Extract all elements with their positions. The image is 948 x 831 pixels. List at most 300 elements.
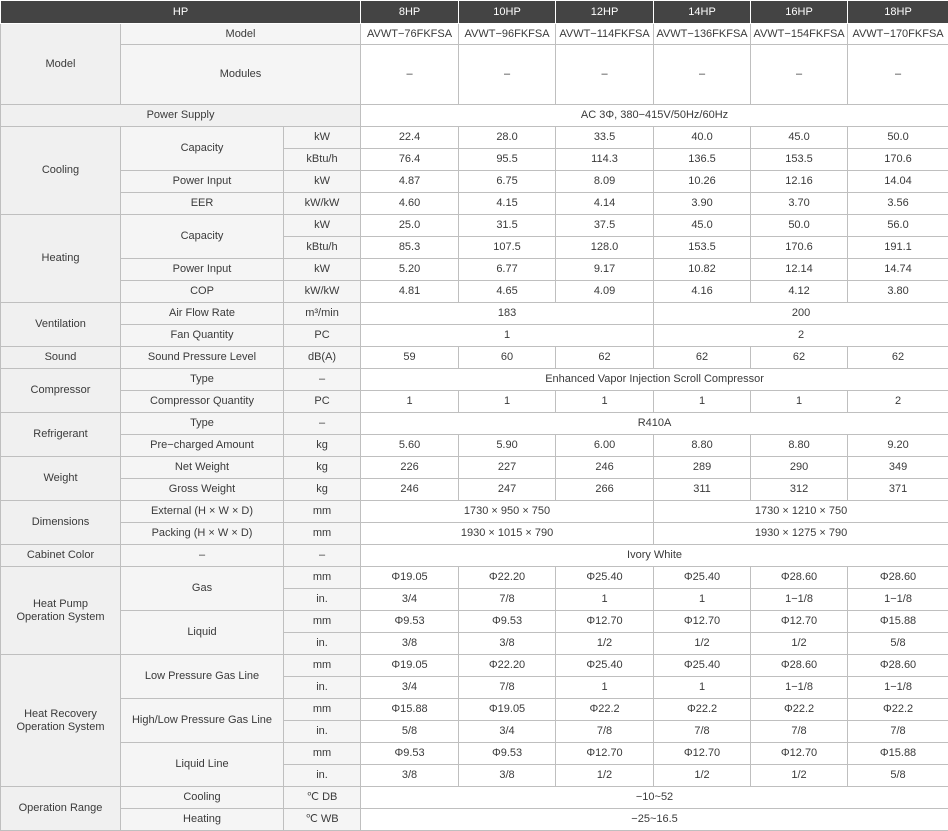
unit-cell [284, 633, 361, 655]
cell-text: kW [314, 131, 330, 144]
value-cell [556, 24, 654, 45]
value-cell [556, 589, 654, 611]
value-cell [556, 435, 654, 457]
unit-cell [284, 391, 361, 413]
cell-text: – [698, 68, 706, 81]
cell-text: – [795, 68, 803, 81]
value-cell [361, 193, 459, 215]
cell-text: 1−1/8 [785, 681, 813, 694]
cell-text: Φ12.70 [683, 615, 721, 628]
cell-text: 1 [698, 593, 706, 606]
cell-text: Cabinet Color [26, 549, 95, 562]
category-cell [1, 501, 121, 545]
unit-cell [284, 281, 361, 303]
value-cell [361, 611, 459, 633]
cell-text: Power Input [172, 175, 232, 188]
cell-text: 1930 × 1015 × 790 [460, 527, 554, 540]
cell-text: AC 3Φ, 380−415V/50Hz/60Hz [580, 109, 729, 122]
cell-text: Φ19.05 [391, 571, 428, 584]
cell-text: 8.09 [593, 175, 616, 188]
cell-text: 7/8 [890, 725, 906, 738]
value-cell [556, 45, 654, 105]
cell-text: Φ25.40 [683, 571, 721, 584]
value-cell [848, 259, 948, 281]
cell-text: 45.0 [788, 131, 810, 144]
unit-cell [284, 809, 361, 831]
cell-text: 5/8 [890, 637, 906, 650]
cell-text: Φ28.60 [780, 571, 818, 584]
cell-text: 5.90 [496, 439, 518, 452]
cell-text: Low Pressure Gas Line [144, 670, 260, 683]
cell-text: 1 [601, 395, 608, 408]
value-cell [361, 655, 459, 677]
value-cell [848, 193, 948, 215]
cell-text: in. [316, 725, 328, 738]
cell-text: 40.0 [691, 131, 713, 144]
cell-text: 1−1/8 [884, 681, 912, 694]
category-cell [1, 127, 121, 215]
cell-text: 6.77 [496, 263, 518, 276]
cell-text: Φ9.53 [394, 747, 425, 760]
value-cell [361, 677, 459, 699]
value-cell [361, 765, 459, 787]
value-cell [459, 215, 556, 237]
value-cell [848, 171, 948, 193]
value-cell [848, 45, 948, 105]
cell-text: Φ22.20 [488, 659, 526, 672]
cell-text: – [318, 417, 326, 430]
cell-text: 62 [891, 351, 905, 364]
value-cell [361, 457, 459, 479]
cell-text: kW/kW [304, 285, 340, 298]
value-cell [459, 127, 556, 149]
cell-text: 12.16 [785, 175, 813, 188]
item-label-cell [121, 435, 284, 457]
header-cell: 16HP [751, 1, 848, 24]
unit-cell [284, 479, 361, 501]
cell-text: Φ12.70 [683, 747, 721, 760]
cell-text: Gas [191, 582, 213, 595]
value-cell [654, 435, 751, 457]
header-cell: 10HP [459, 1, 556, 24]
value-cell [556, 127, 654, 149]
cell-text: kW/kW [304, 197, 340, 210]
value-cell [654, 171, 751, 193]
cell-text: 3/4 [499, 725, 515, 738]
value-cell [361, 369, 948, 391]
cell-text: 289 [692, 461, 712, 474]
cell-text: Power Input [172, 263, 232, 276]
cell-text: Φ22.2 [783, 703, 815, 716]
table-row [1, 369, 948, 391]
value-cell [654, 24, 751, 45]
value-cell [654, 677, 751, 699]
value-cell [459, 699, 556, 721]
item-label-cell [121, 545, 284, 567]
cell-text: mm [312, 747, 332, 760]
cell-text: Packing (H × W × D) [151, 527, 253, 540]
value-cell [459, 589, 556, 611]
cell-text: R410A [637, 417, 672, 430]
cell-text: Φ9.53 [491, 747, 523, 760]
item-label-cell [121, 501, 284, 523]
value-cell [361, 237, 459, 259]
item-label-cell [121, 699, 284, 743]
cell-text: 4.15 [496, 197, 518, 210]
cell-text: 60 [500, 351, 514, 364]
item-label-cell [121, 215, 284, 259]
cell-text: 12.14 [785, 263, 813, 276]
value-cell [361, 347, 459, 369]
cell-text: – [503, 68, 511, 81]
cell-text: 37.5 [593, 219, 616, 232]
value-cell [751, 589, 848, 611]
cell-text: 1 [406, 395, 413, 408]
cell-text: 1 [698, 395, 706, 408]
cell-text: 33.5 [593, 131, 616, 144]
table-row [1, 413, 948, 435]
value-cell [848, 765, 948, 787]
value-cell [751, 149, 848, 171]
unit-cell [284, 765, 361, 787]
cell-text: 3.80 [887, 285, 909, 298]
value-cell [848, 391, 948, 413]
value-cell [459, 655, 556, 677]
table-row [1, 347, 948, 369]
cell-text: PC [314, 395, 330, 408]
cell-text: Φ25.40 [586, 659, 623, 672]
table-row [1, 281, 948, 303]
value-cell [751, 24, 848, 45]
cell-text: 5/8 [401, 725, 418, 738]
item-label-cell [121, 457, 284, 479]
value-cell [654, 303, 948, 325]
cell-text: Φ22.2 [686, 703, 718, 716]
value-cell [654, 347, 751, 369]
value-cell [556, 633, 654, 655]
cell-text: Fan Quantity [170, 329, 234, 342]
cell-text: Φ15.88 [879, 747, 917, 760]
value-cell [654, 45, 751, 105]
cell-text: in. [316, 637, 328, 650]
table-row [1, 259, 948, 281]
value-cell [556, 193, 654, 215]
cell-text: 4.16 [691, 285, 713, 298]
value-cell [361, 105, 948, 127]
cell-text: Φ28.60 [879, 571, 917, 584]
cell-text: PC [314, 329, 330, 342]
cell-text: 4.81 [398, 285, 421, 298]
value-cell [848, 633, 948, 655]
cell-text: Capacity [180, 230, 224, 243]
unit-cell [284, 545, 361, 567]
item-label-cell [121, 369, 284, 391]
value-cell [361, 435, 459, 457]
value-cell [654, 215, 751, 237]
value-cell [459, 347, 556, 369]
unit-cell [284, 743, 361, 765]
cell-text: 28.0 [496, 131, 518, 144]
value-cell [361, 721, 459, 743]
cell-text: 1 [503, 395, 511, 408]
cell-text: – [601, 68, 608, 81]
cell-text: Cooling [41, 164, 80, 177]
cell-text: – [406, 68, 413, 81]
cell-text: 85.3 [398, 241, 421, 254]
cell-text: 3.90 [691, 197, 713, 210]
cell-text: Heating [183, 813, 221, 826]
item-label-cell [121, 127, 284, 171]
cell-text: 312 [789, 483, 809, 496]
cell-text: AVWT−76FKFSA [366, 27, 453, 40]
category-cell [1, 303, 121, 347]
cell-text: Φ12.70 [780, 747, 818, 760]
value-cell [654, 633, 751, 655]
item-label-cell [121, 24, 361, 45]
category-cell [1, 655, 121, 787]
value-cell [361, 501, 654, 523]
value-cell [654, 699, 751, 721]
value-cell [751, 611, 848, 633]
value-cell [556, 259, 654, 281]
cell-text: 128.0 [590, 241, 619, 254]
cell-text: 62 [598, 351, 611, 364]
table-row [1, 171, 948, 193]
value-cell [654, 721, 751, 743]
cell-text: dB(A) [307, 351, 337, 364]
cell-text: ℃ WB [305, 813, 339, 826]
value-cell [361, 743, 459, 765]
cell-text: 170.6 [785, 241, 813, 254]
cell-text: 14.04 [884, 175, 912, 188]
cell-text: 200 [791, 307, 811, 320]
cell-text: Modules [219, 68, 262, 81]
cell-text: 2 [797, 329, 805, 342]
value-cell [459, 633, 556, 655]
value-cell [459, 677, 556, 699]
cell-text: – [198, 549, 206, 562]
table-row [1, 787, 948, 809]
cell-text: Ventilation [35, 318, 86, 331]
value-cell [556, 765, 654, 787]
value-cell [751, 699, 848, 721]
value-cell [751, 479, 848, 501]
value-cell [848, 721, 948, 743]
header-row [1, 1, 948, 24]
value-cell [556, 215, 654, 237]
value-cell [751, 391, 848, 413]
value-cell [459, 24, 556, 45]
cell-text: kBtu/h [306, 241, 338, 254]
cell-text: 4.12 [788, 285, 810, 298]
value-cell [848, 149, 948, 171]
item-label-cell [121, 809, 284, 831]
value-cell [654, 523, 948, 545]
value-cell [361, 567, 459, 589]
cell-text: Dimensions [31, 516, 90, 529]
cell-text: Φ22.20 [488, 571, 526, 584]
value-cell [848, 589, 948, 611]
value-cell [361, 171, 459, 193]
value-cell [654, 259, 751, 281]
cell-text: 266 [595, 483, 614, 496]
value-cell [751, 237, 848, 259]
cell-text: AVWT−154FKFSA [753, 27, 845, 40]
cell-text: Sound [44, 351, 77, 364]
table-row [1, 457, 948, 479]
cell-text: Φ22.2 [589, 703, 620, 716]
cell-text: 153.5 [785, 153, 813, 166]
unit-cell [284, 435, 361, 457]
cell-text: Compressor Quantity [150, 395, 254, 408]
cell-text: 10.82 [688, 263, 716, 276]
cell-text: Weight [43, 472, 78, 485]
value-cell [361, 787, 948, 809]
value-cell [751, 215, 848, 237]
value-cell [654, 149, 751, 171]
cell-text: Power Supply [146, 109, 215, 122]
cell-text: mm [312, 703, 332, 716]
item-label-cell [121, 787, 284, 809]
cell-text: 7/8 [791, 725, 807, 738]
value-cell [654, 743, 751, 765]
table-row [1, 391, 948, 413]
unit-cell [284, 611, 361, 633]
value-cell [848, 24, 948, 45]
cell-text: −10~52 [635, 791, 674, 804]
cell-text: m³/min [305, 307, 339, 320]
value-cell [361, 45, 459, 105]
cell-text: 1 [601, 593, 608, 606]
cell-text: 1/2 [791, 637, 807, 650]
unit-cell [284, 215, 361, 237]
cell-text: Heating [41, 252, 80, 265]
value-cell [848, 567, 948, 589]
value-cell [848, 457, 948, 479]
cell-text: 1/2 [694, 637, 710, 650]
value-cell [556, 611, 654, 633]
cell-text: 7/8 [499, 681, 515, 694]
cell-text: COP [190, 285, 214, 298]
cell-text: 246 [595, 461, 614, 474]
cell-text: Operation Range [18, 802, 103, 815]
value-cell [751, 457, 848, 479]
table-row [1, 193, 948, 215]
value-cell [459, 259, 556, 281]
value-cell [751, 633, 848, 655]
item-label-cell [121, 523, 284, 545]
unit-cell [284, 787, 361, 809]
value-cell [848, 677, 948, 699]
table-row [1, 24, 948, 45]
cell-text: Liquid Line [175, 758, 229, 771]
value-cell [848, 611, 948, 633]
cell-text: Model [225, 27, 256, 40]
cell-text: 247 [497, 483, 517, 496]
cell-text: kW [314, 175, 330, 188]
cell-text: 3/8 [401, 769, 418, 782]
value-cell [751, 655, 848, 677]
cell-text: mm [312, 659, 332, 672]
value-cell [848, 699, 948, 721]
value-cell [751, 677, 848, 699]
cell-text: Sound Pressure Level [147, 351, 257, 364]
value-cell [459, 171, 556, 193]
cell-text: 1730 × 1210 × 750 [754, 505, 848, 518]
value-cell [556, 171, 654, 193]
cell-text: ℃ DB [306, 791, 338, 804]
cell-text: Liquid [187, 626, 217, 639]
table-row [1, 325, 948, 347]
cell-text: 9.20 [887, 439, 909, 452]
cell-text: 1 [698, 681, 706, 694]
unit-cell [284, 127, 361, 149]
value-cell [654, 457, 751, 479]
table-row [1, 303, 948, 325]
cell-text: Φ19.05 [391, 659, 428, 672]
value-cell [556, 479, 654, 501]
cell-text: 6.00 [593, 439, 616, 452]
cell-text: kW [314, 219, 330, 232]
value-cell [361, 325, 654, 347]
value-cell [751, 765, 848, 787]
table-row [1, 655, 948, 677]
cell-text: 56.0 [887, 219, 909, 232]
category-cell [1, 24, 121, 105]
cell-text: 9.17 [593, 263, 616, 276]
value-cell [459, 45, 556, 105]
value-cell [361, 809, 948, 831]
cell-text: Φ22.2 [882, 703, 914, 716]
category-cell [1, 413, 121, 457]
cell-text: 3.56 [887, 197, 909, 210]
cell-text: kg [316, 461, 328, 474]
item-label-cell [121, 259, 284, 281]
spec-table-body [1, 1, 948, 831]
cell-text: AVWT−114FKFSA [559, 27, 650, 40]
cell-text: 226 [400, 461, 419, 474]
table-row [1, 743, 948, 765]
cell-text: 153.5 [688, 241, 716, 254]
item-label-cell [121, 567, 284, 611]
cell-text: 1/2 [791, 769, 807, 782]
cell-text: – [318, 549, 326, 562]
value-cell [751, 435, 848, 457]
value-cell [751, 193, 848, 215]
category-cell [1, 787, 121, 831]
value-cell [361, 215, 459, 237]
cell-text: – [894, 68, 902, 81]
item-label-cell [121, 413, 284, 435]
cell-text: Gross Weight [168, 483, 236, 496]
value-cell [848, 215, 948, 237]
value-cell [361, 24, 459, 45]
cell-text: 1−1/8 [884, 593, 912, 606]
cell-text: Ivory White [627, 549, 683, 562]
item-label-cell [121, 655, 284, 699]
cell-text: 4.09 [593, 285, 616, 298]
value-cell [361, 281, 459, 303]
category-cell [1, 369, 121, 413]
cell-text: 14.74 [884, 263, 912, 276]
value-cell [654, 589, 751, 611]
cell-text: 4.87 [398, 175, 421, 188]
cell-text: High/Low Pressure Gas Line [131, 714, 272, 727]
value-cell [751, 171, 848, 193]
cell-text: 349 [888, 461, 908, 474]
category-cell [1, 215, 121, 303]
cell-text: 3/8 [499, 637, 515, 650]
